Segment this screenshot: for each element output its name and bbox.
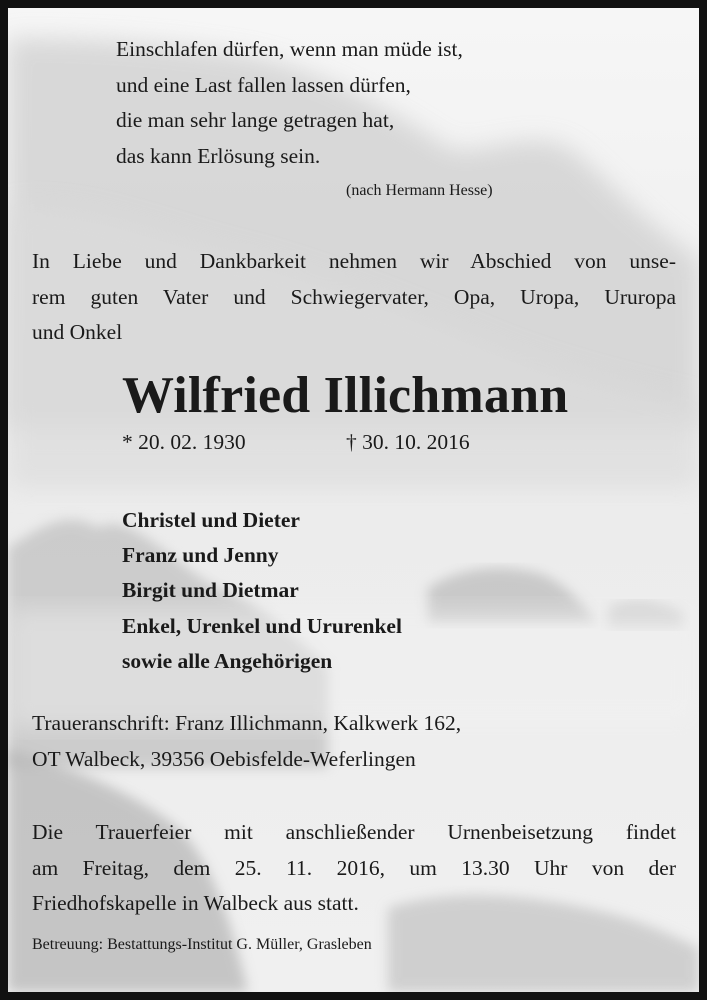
poem-line: die man sehr lange getragen hat, (116, 108, 395, 132)
poem (116, 32, 463, 174)
service-line: Friedhofskapelle in Walbeck aus statt. (32, 891, 359, 915)
mourner-entry: sowie alle Angehörigen (122, 648, 333, 673)
mourner-entry: Franz und Jenny (122, 543, 279, 568)
farewell-text (32, 244, 676, 351)
poem-line: Einschlafen dürfen, wenn man müde ist, (116, 37, 463, 61)
deceased-name: Wilfried Illichmann (122, 367, 569, 424)
birth-date: * 20. 02. 1930 (122, 430, 246, 454)
mourner-entry: Christel und Dieter (122, 508, 300, 532)
poem-attribution: (nach Hermann Hesse) (346, 182, 493, 199)
poem-line: das kann Erlösung sein. (116, 143, 321, 168)
farewell-line: rem guten Vater und Schwiegervater, Opa, Uropa, Ururopa (32, 284, 676, 309)
farewell-line: und Onkel (32, 320, 123, 344)
service-line: Die Trauerfeier mit anschließender Urnenbeisetzung findet (32, 820, 676, 844)
farewell-line: In Liebe und Dankbarkeit nehmen wir Abschied von unse- (32, 249, 676, 273)
service-line: am Freitag, dem 25. 11. 2016, um 13.30 Uhr von der (32, 855, 676, 880)
notice-content (8, 8, 699, 992)
funeral-home-credit: Betreuung: Bestattungs-Institut G. Müller, Grasleben (32, 936, 372, 953)
death-date: † 30. 10. 2016 (346, 430, 470, 454)
mourner-entry: Birgit und Dietmar (122, 578, 299, 603)
poem-line: und eine Last fallen lassen dürfen, (116, 72, 411, 97)
address-line: OT Walbeck, 39356 Oebisfelde-Weferlingen (32, 746, 416, 771)
mourners-list (122, 503, 402, 679)
address-line: Traueranschrift: Franz Illichmann, Kalkwerk 162, (32, 711, 462, 735)
mourning-address (32, 706, 461, 777)
funeral-service-info (32, 815, 676, 922)
mourner-entry: Enkel, Urenkel und Ururenkel (122, 613, 402, 638)
